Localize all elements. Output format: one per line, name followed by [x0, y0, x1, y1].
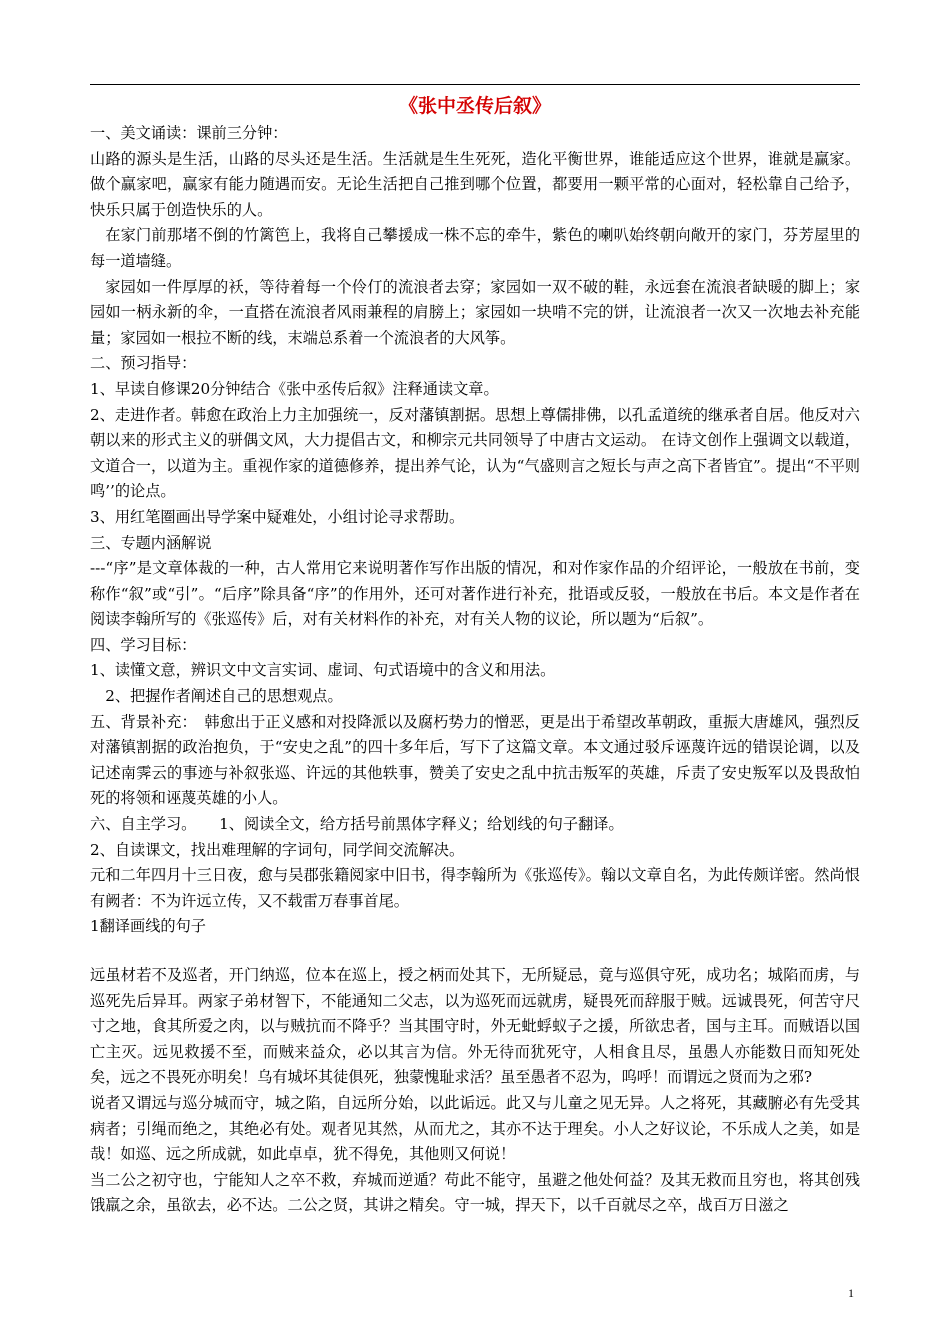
paragraph: 元和二年四月十三日夜，愈与吴郡张籍阅家中旧书，得李翰所为《张巡传》。翰以文章自名，为此传颇详密。然尚恨有阙者：不为许远立传，又不载雷万春事首尾。	[90, 866, 860, 910]
paragraph: 在家门前那堵不倒的竹篱笆上，我将自己攀援成一株不忘的牵牛，紫色的喇叭始终朝向敞开的家门，芬芳屋里的每一道墙缝。	[90, 226, 860, 270]
paragraph: 3、用红笔圈画出导学案中疑难处，小组讨论寻求帮助。	[90, 507, 465, 526]
paragraph: 四、学习目标：	[90, 635, 197, 654]
paragraph: 当二公之初守也，宁能知人之卒不救，弃城而逆遁？苟此不能守，虽避之他处何益？及其无救而且穷也，将其创残饿羸之余，虽欲去，必不达。二公之贤，其讲之精矣。守一城，捍天下，以千百就尽之卒，战百万日滋之	[90, 1170, 860, 1215]
paragraph: 1、读懂文意，辨识文中文言实词、虚词、句式语境中的含义和用法。	[90, 661, 556, 680]
header-rule	[90, 84, 860, 85]
paragraph: 远虽材若不及巡者，开门纳巡，位本在巡上，授之柄而处其下，无所疑忌，竟与巡俱守死，成功名；城陷而虏，与巡死先后异耳。两家子弟材智下，不能通知二父志，以为巡死而远就虏，疑畏死而辞服于贼。远诚畏死，何苦守尺寸之地，食其所爱之肉，以与贼抗而不降乎？当其围守时，外无蚍蜉蚁子之援，所欲忠者，国与主耳。而贼语以国亡主灭。远见救援不至，而贼来益众，必以其言为信。外无待而犹死守，人相食且尽，虽愚人亦能数日而知死处矣，远之不畏死亦明矣！乌有城坏其徒俱死，独蒙愧耻求活？虽至愚者不忍为，呜呼！而谓远之贤而为之邪?	[90, 966, 860, 1087]
paragraph: 三、专题内涵解说	[90, 533, 212, 552]
page-number: 1	[848, 1286, 854, 1300]
paragraph: 山路的源头是生活，山路的尽头还是生活。生活就是生生死死，造化平衡世界，谁能适应这个世界，谁就是赢家。做个赢家吧，赢家有能力随遇而安。无论生活把自己推到哪个位置，都要用一颗平常的心面对，轻松靠自己给予，快乐只属于创造快乐的人。	[90, 149, 860, 219]
document-page	[90, 84, 860, 1219]
document-body	[90, 121, 860, 1219]
paragraph: 家园如一件厚厚的袄，等待着每一个伶仃的流浪者去穿；家园如一双不破的鞋，永远套在流浪者缺暖的脚上；家园如一柄永新的伞，一直搭在流浪者风雨兼程的肩膀上；家园如一块啃不完的饼，让流浪者一次又一次地去补充能量；家园如一根拉不断的线，末端总系着一个流浪者的大风筝。	[90, 277, 860, 347]
paragraph: 1、早读自修课20分钟结合《张中丞传后叙》注释通读文章。	[90, 379, 499, 398]
paragraph: 说者又谓远与巡分城而守，城之陷，自远所分始，以此诟远。此又与儿童之见无异。人之将死，其藏腑必有先受其病者；引绳而绝之，其绝必有处。观者见其然，从而尤之，其亦不达于理矣。小人之好议论，不乐成人之美，如是哉！如巡、远之所成就，如此卓卓，犹不得免，其他则又何说！	[90, 1093, 860, 1164]
document-title: 《张中丞传后叙》	[398, 95, 551, 117]
blank-line	[90, 940, 860, 963]
paragraph: 一、美文诵读：课前三分钟：	[90, 124, 288, 142]
paragraph: 2、把握作者阐述自己的思想观点。	[105, 687, 343, 706]
paragraph: 五、背景补充： 韩愈出于正义感和对投降派以及腐朽势力的憎恶，更是出于希望改革朝政，重振大唐雄风，强烈反对藩镇割据的政治抱负，于“安史之乱”的四十多年后，写下了这篇文章。本文通过驳斥诬蔑许远的错误论调，以及记述南霁云的事迹与补叙张巡、许远的其他轶事，赞美了安史之乱中抗击叛军的英雄，斥责了安史叛军以及畏敌怕死的将领和诬蔑英雄的小人。	[90, 712, 860, 808]
paragraph: 2、走进作者。韩愈在政治上力主加强统一，反对藩镇割据。思想上尊儒排佛，以孔孟道统的继承者自居。他反对六朝以来的形式主义的骈偶文风，大力提倡古文，和柳宗元共同领导了中唐古文运动。 在诗文创作上强调文以载道，文道合一，以道为主。重视作家的道德修养，提出养气论，认为“气盛则言之短长与声之高下者皆宜”。提出“不平则鸣’’的论点。	[90, 405, 860, 501]
paragraph: 1翻译画线的句子	[90, 917, 206, 936]
paragraph: ---“序”是文章体裁的一种，古人常用它来说明著作写作出版的情况，和对作家作品的介绍评论，一般放在书前，变称作“叙”或“引”。“后序”除具备“序”的作用外，还可对著作进行补充，批语或反驳，一般放在书后。本文是作者在阅读李翰所写的《张巡传》后，对有关材料作的补充，对有关人物的议论，所以题为“后叙”。	[90, 559, 860, 629]
paragraph: 二、预习指导：	[90, 354, 197, 373]
paragraph: 2、自读课文，找出难理解的字词句，同学间交流解决。	[90, 840, 465, 859]
paragraph: 六、自主学习。 1、阅读全文，给方括号前黑体字释义；给划线的句子翻译。	[90, 815, 624, 834]
